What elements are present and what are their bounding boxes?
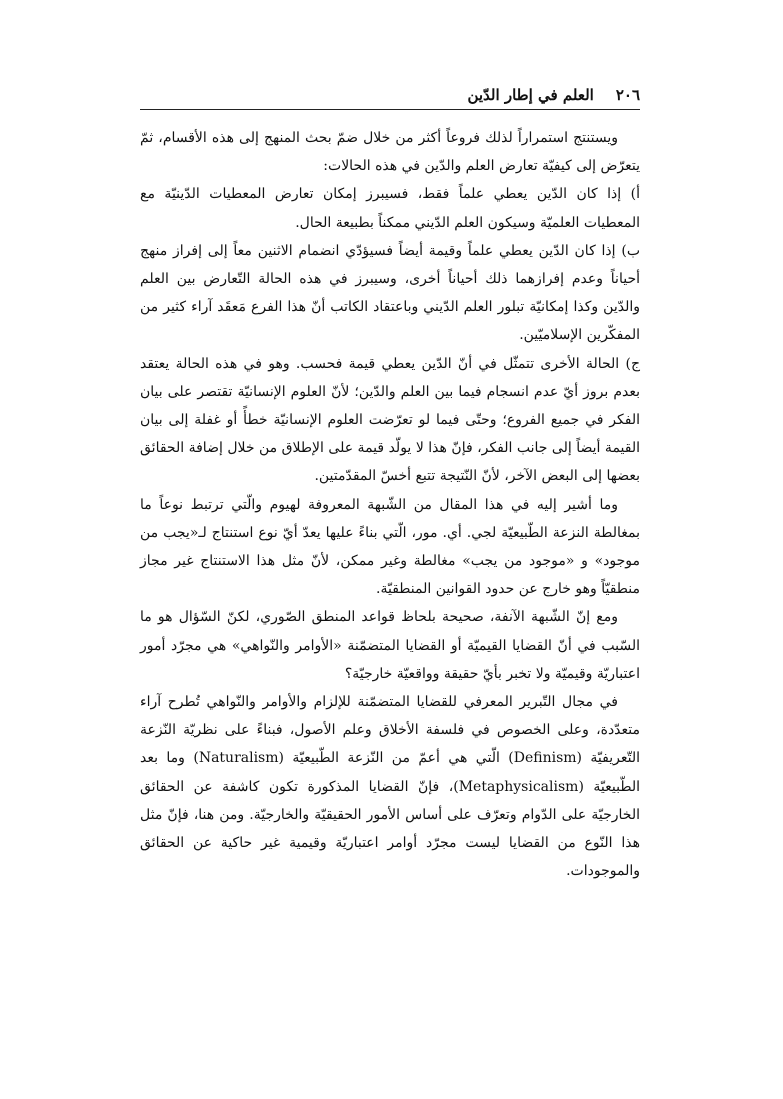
running-title: العلم في إطار الدّين (467, 86, 594, 104)
paragraph-case-a: أ) إذا كان الدّين يعطي علماً فقط، فسيبرز إمكان تعارض المعطيات الدّينيّة مع المعطيات العلميّة وسيكون العلم الدّيني ممكناً بطبيعة الحال. (140, 186, 640, 231)
paragraph-intro: ويستنتج استمراراً لذلك فروعاً أكثر من خلال ضمّ بحث المنهج إلى هذه الأقسام، ثمّ يتعرّض إلى كيفيّة تعارض العلم والدّين في هذه الحالات: (140, 130, 640, 175)
paragraph-hume: وما أشير إليه في هذا المقال من الشّبهة المعروفة لهيوم والّتي ترتبط نوعاً ما بمغالطة النزعة الطّبيعيّة لجي. أي. مور، الّتي بناءً عليها يعدّ أيّ نوع استنتاج لـ«يجب من موجود» و «موجود من يجب» مغالطة وغير ممكن، لأنّ مثل هذا الاستنتاج غير مجاز منطقيّاً وهو خارج عن حدود القوانين المنطقيّة. (140, 496, 640, 598)
paragraph-case-c: ج) الحالة الأخرى تتمثّل في أنّ الدّين يعطي قيمة فحسب. وهو في هذه الحالة يعتقد بعدم بروز أيّ عدم انسجام فيما بين العلم والدّين؛ لأنّ العلوم الإنسانيّة تقتصر على بيان الفكر في جميع الفروع؛ وحتّى فيما لو تعرّضت العلوم الإنسانيّة خطأً أو غفلة إلى بيان القيمة أيضاً إلى جانب الفكر، فإنّ هذا لا يولّد قيمة على الإطلاق من خلال إضافة الحقائق بعضها إلى البعض الآخر، لأنّ النّتيجة تتبع أخسّ المقدّمتين. (140, 355, 640, 485)
paragraph-case-b: ب) إذا كان الدّين يعطي علماً وقيمة أيضاً فسيؤدّي انضمام الاثنين معاً إلى إفراز منهج أحياناً وعدم إفرازهما ذلك أحياناً أخرى، وسيبرز في هذه الحالة التّعارض بين العلم والدّين وكذا إمكانيّة تبلور العلم الدّيني وباعتقاد الكاتب أنّ هذا الفرع مَعقَد آراء كثير من المفكّرين الإسلاميّين. (140, 242, 640, 344)
header-rule (140, 109, 640, 110)
page-header (140, 86, 640, 104)
paragraph-definism: في مجال التّبرير المعرفي للقضايا المتضمّنة للإلزام والأوامر والنّواهي تُطرح آراء متعدّدة، وعلى الخصوص في فلسفة الأخلاق وعلم الأصول، فبناءً على نظريّة النّزعة التّعريفيّة (Definism) الّتي هي أعمّ من النّزعة الطّبيعيّة (Naturalism) وما بعد الطّبيعيّة (Metaphysicalism)، فإنّ القضايا المذكورة تكون كاشفة عن الحقائق الخارجيّة على الدّوام وتعرّف على أساس الأمور الحقيقيّة والخارجيّة. ومن هنا، فإنّ مثل هذا النّوع من القضايا ليست مجرّد أوامر اعتباريّة وقيمية غير حاكية عن الحقائق والموجودات. (140, 694, 640, 880)
paragraph-question: ومع إنّ الشّبهة الآنفة، صحيحة بلحاظ قواعد المنطق الصّوري، لكنّ السّؤال هو ما السّبب في أنّ القضايا القيميّة أو القضايا المتضمّنة «الأوامر والنّواهي» هي مجرّد أمور اعتباريّة وقيميّة ولا تخبر بأيّ حقيقة وواقعيّة خارجيّة؟ (140, 609, 640, 682)
body-text (140, 124, 640, 885)
page-number: ٢٠٦ (615, 86, 640, 104)
